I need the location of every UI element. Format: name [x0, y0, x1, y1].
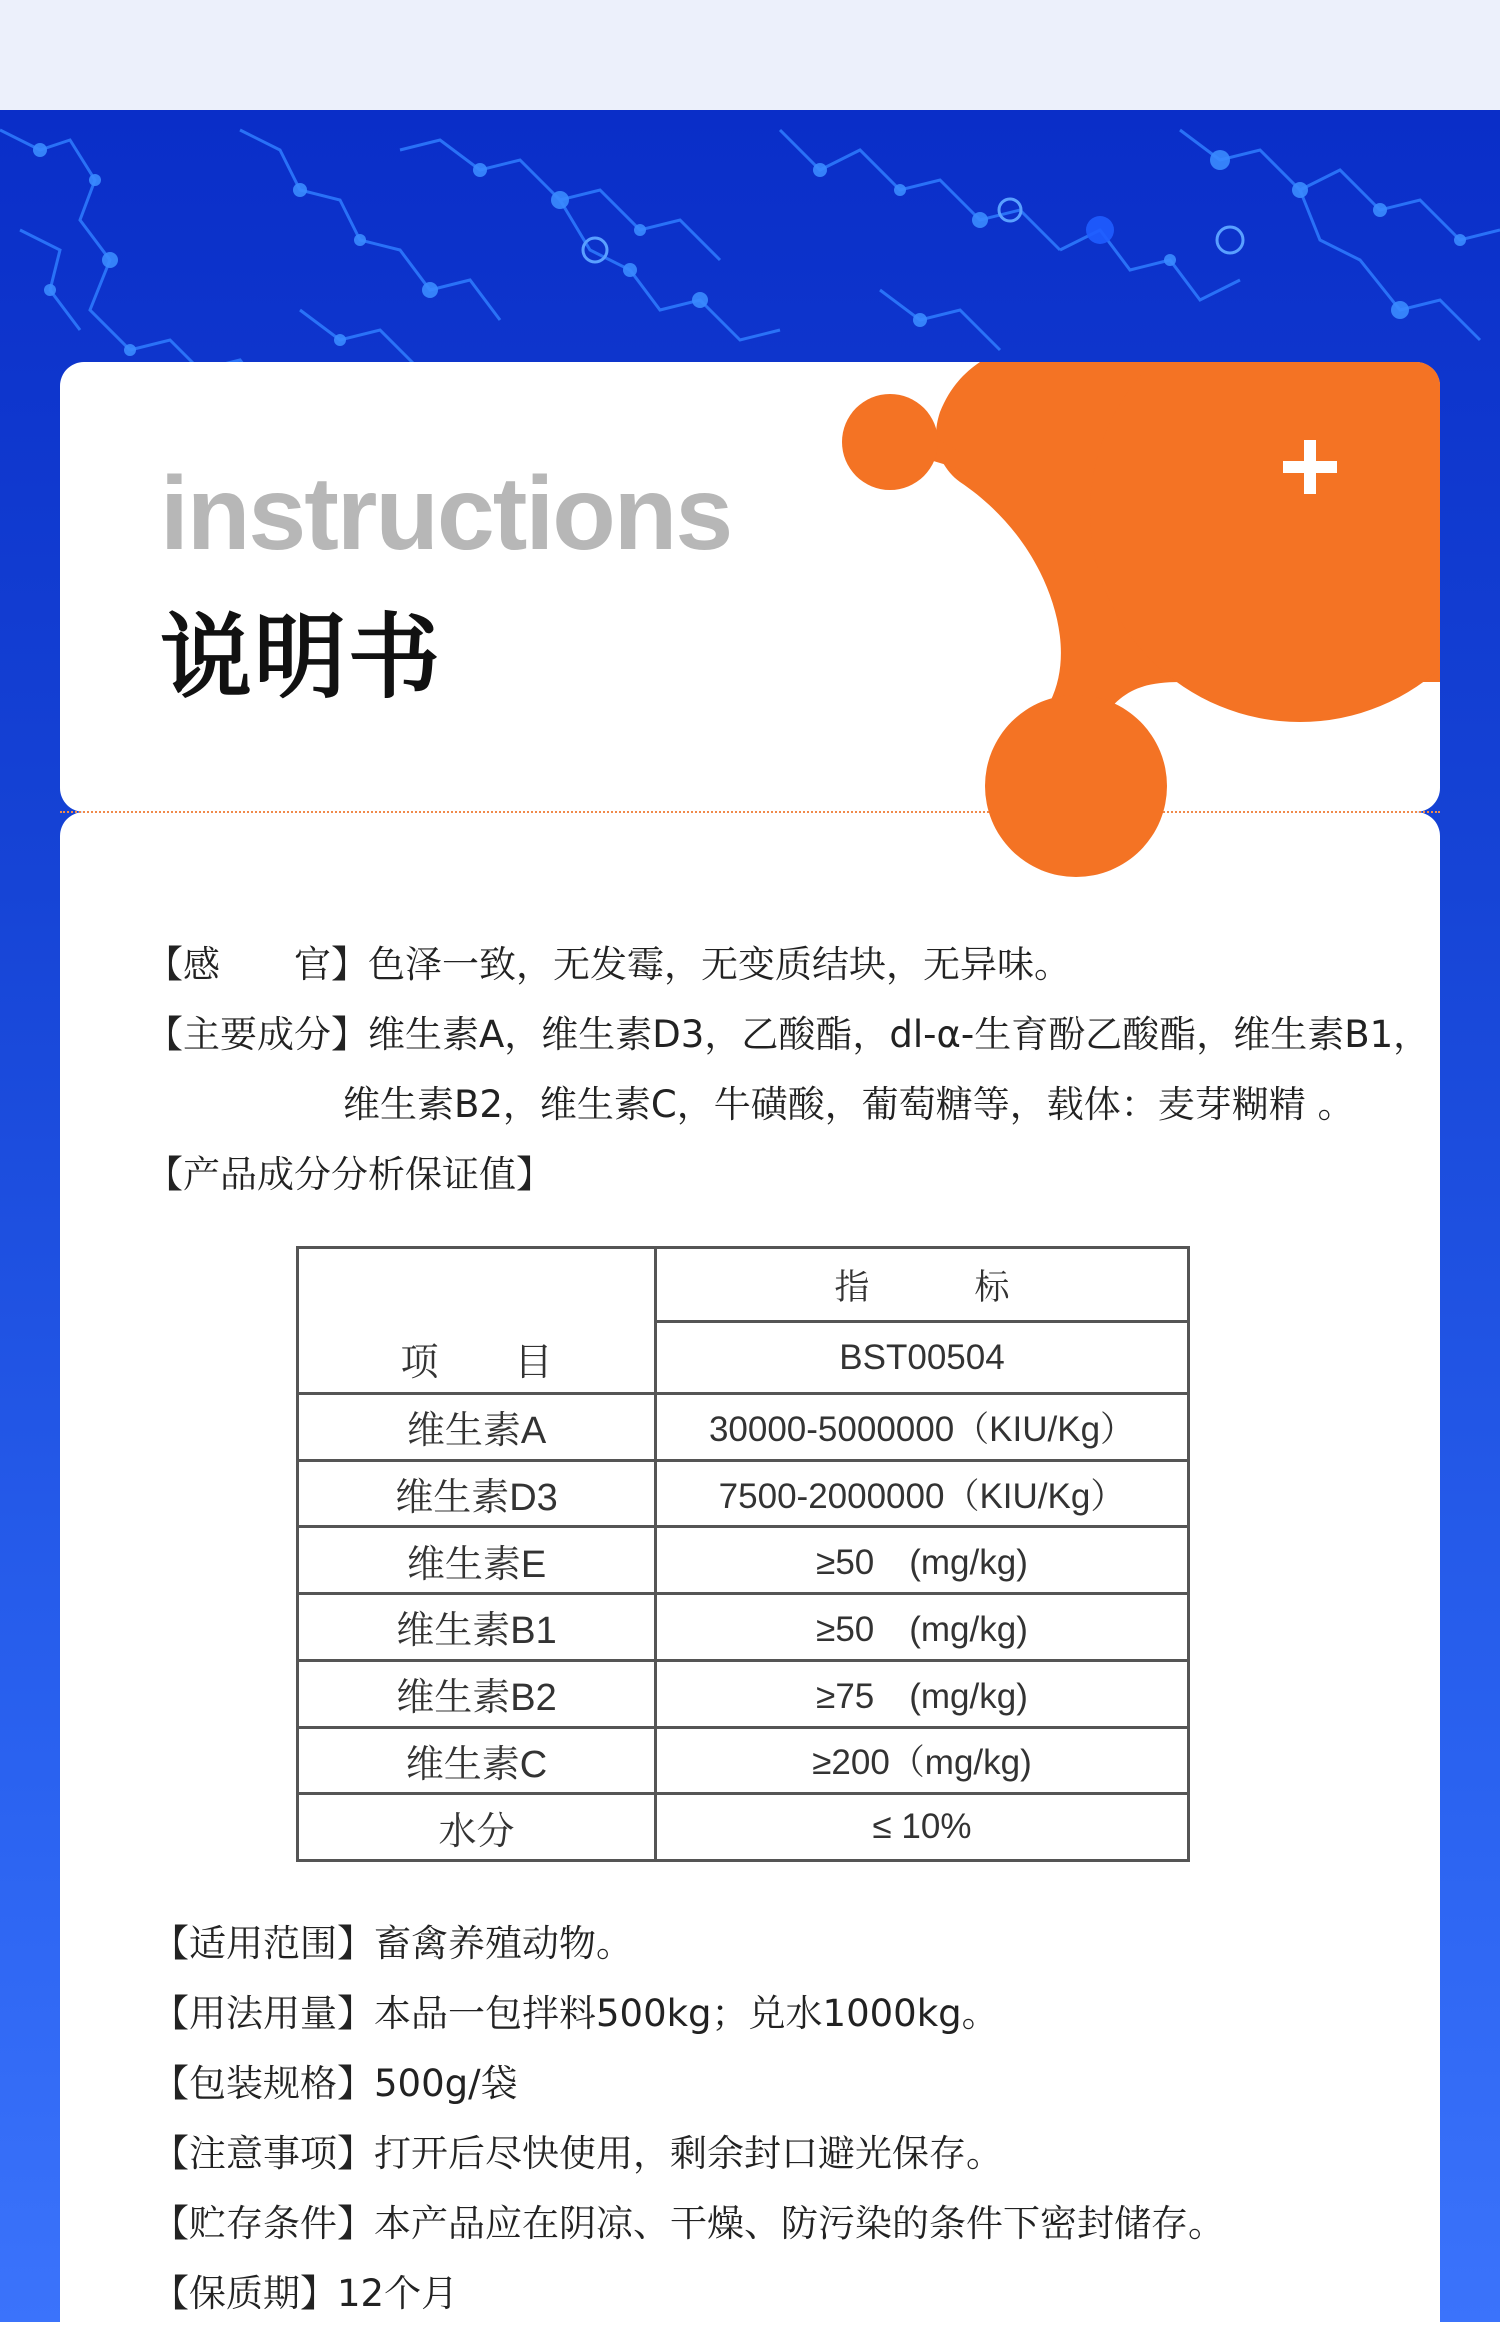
orange-circle-decoration	[985, 695, 1167, 877]
table-row	[298, 1527, 1189, 1594]
storage-line	[152, 2202, 1225, 2245]
guarantee-table	[296, 1246, 1190, 1862]
section-text: 本产品应在阴凉、干燥、防污染的条件下密封储存。	[374, 2202, 1225, 2245]
section-text: 畜禽养殖动物。	[374, 1922, 633, 1965]
table-cell-name: 水分	[298, 1794, 656, 1861]
table-cell-name: 维生素E	[298, 1527, 656, 1594]
shelf-life-line	[152, 2272, 459, 2315]
table-cell-name: 维生素B2	[298, 1660, 656, 1727]
table-cell-value: ≤ 10%	[656, 1794, 1189, 1861]
table-cell-value: ≥75 (mg/kg)	[656, 1660, 1189, 1727]
section-label: 【注意事项】	[152, 2132, 374, 2175]
table-row	[298, 1727, 1189, 1794]
section-text: 12个月	[337, 2272, 459, 2315]
title-chinese: 说明书	[160, 604, 443, 711]
sensory-label: 【感 官】	[146, 943, 368, 986]
table-header-index: 指 标	[656, 1248, 1189, 1322]
table-cell-name: 维生素A	[298, 1394, 656, 1461]
notes-line	[152, 2132, 1003, 2175]
table-cell-name: 维生素C	[298, 1727, 656, 1794]
guarantee-label: 【产品成分分析保证值】	[146, 1153, 553, 1196]
table-cell-value: 30000-5000000（KIU/Kg）	[656, 1394, 1189, 1461]
section-label: 【用法用量】	[152, 1992, 374, 2035]
section-text: 打开后尽快使用，剩余封口避光保存。	[374, 2132, 1003, 2175]
table-cell-value: ≥50 (mg/kg)	[656, 1527, 1189, 1594]
table-row	[298, 1394, 1189, 1461]
table-header-code: BST00504	[656, 1322, 1189, 1394]
orange-molecule-decoration	[60, 362, 1440, 812]
package-line	[152, 2062, 518, 2105]
section-label: 【适用范围】	[152, 1922, 374, 1965]
sensory-line	[146, 943, 1071, 986]
dotted-divider	[60, 811, 1440, 813]
table-cell-name: 维生素D3	[298, 1460, 656, 1527]
section-text: 本品一包拌料500kg；兑水1000kg。	[374, 1992, 999, 2035]
header-card	[60, 362, 1440, 812]
section-label: 【包装规格】	[152, 2062, 374, 2105]
plus-icon	[1283, 440, 1337, 494]
section-label: 【保质期】	[152, 2272, 337, 2315]
table-cell-value: ≥50 (mg/kg)	[656, 1594, 1189, 1661]
table-header-row	[298, 1248, 1189, 1322]
sensory-text: 色泽一致，无发霉，无变质结块，无异味。	[368, 943, 1071, 986]
table-cell-value: 7500-2000000（KIU/Kg）	[656, 1460, 1189, 1527]
section-text: 500g/袋	[374, 2062, 518, 2105]
table-row	[298, 1460, 1189, 1527]
usage-scope-line	[152, 1922, 633, 1965]
table-cell-name: 维生素B1	[298, 1594, 656, 1661]
table-cell-value: ≥200（mg/kg)	[656, 1727, 1189, 1794]
title-english: instructions	[160, 456, 732, 572]
table-header-item: 项 目	[298, 1248, 656, 1394]
dosage-line	[152, 1992, 999, 2035]
section-label: 【贮存条件】	[152, 2202, 374, 2245]
ingredients-label: 【主要成分】	[146, 1013, 368, 1056]
table-row	[298, 1660, 1189, 1727]
table-row	[298, 1594, 1189, 1661]
table-row	[298, 1794, 1189, 1861]
ingredients-text-2: 维生素B2，维生素C，牛磺酸，葡萄糖等，载体：麦芽糊精 。	[343, 1083, 1355, 1126]
ingredients-line	[146, 1013, 1431, 1056]
top-bar	[0, 0, 1500, 110]
ingredients-text-1: 维生素A，维生素D3，乙酸酯，dl-α-生育酚乙酸酯，维生素B1，	[368, 1013, 1431, 1056]
